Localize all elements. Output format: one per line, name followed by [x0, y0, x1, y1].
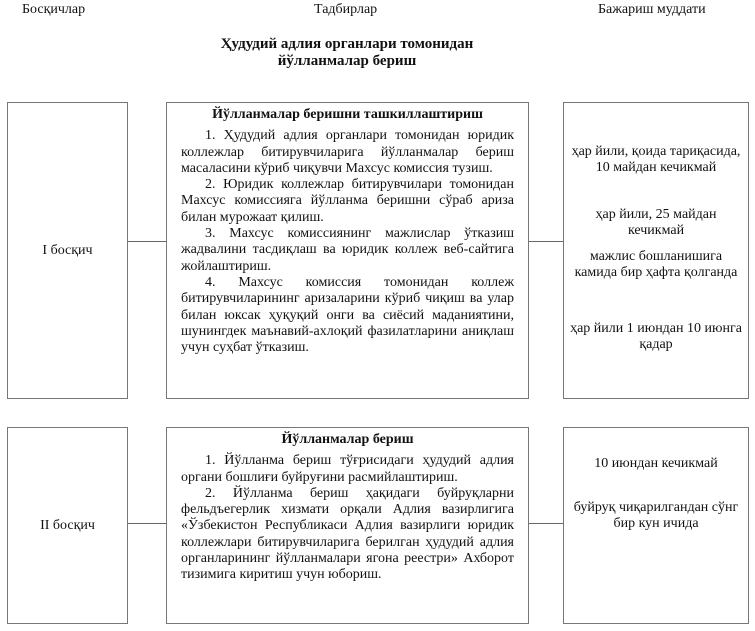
diagram-title — [166, 36, 528, 70]
deadlines-box-1 — [563, 102, 749, 399]
activities-box-1 — [166, 102, 529, 399]
activities-heading-1: Йўлланмалар беришни ташкиллаштириш — [212, 107, 483, 122]
stage-label-1: I босқич — [42, 242, 93, 258]
activity-item: 2. Юридик коллежлар битирувчилари томонидан Махсус комиссияга йўлланма беришни сўраб ариза билан мурожаат қилиш. — [181, 177, 514, 225]
deadline-item: буйруқ чиқарилгандан сўнг бир кун ичида — [573, 500, 739, 531]
deadline-item: ҳар йили 1 июндан 10 июнга қадар — [570, 321, 742, 352]
connector-line — [128, 523, 166, 524]
activities-heading-2: Йўлланмалар бериш — [281, 432, 414, 447]
activity-item: 1. Ҳудудий адлия органлари томонидан юридик коллежлар битирувчиларига йўлланмалар бериш масаласини кўриб чиқувчи Махсус комиссия тузиш. — [181, 128, 514, 176]
deadline-item: мажлис бошланишига камида бир ҳафта қолганда — [574, 249, 738, 280]
activity-item: 2. Йўлланма бериш ҳақидаги буйруқларни фельдъегерлик хизмати орқали Адлия вазирлигига «Ўзбекистон Республикаси Адлия вазирлиги юридик коллежлари битирувчиларига берилган ҳудудий адлия органларининг йўлланмалари ягона реестри» Ахборот тизимига киритиш учун юбориш. — [181, 485, 514, 583]
header-stages: Босқичлар — [22, 2, 86, 17]
deadline-item: ҳар йили, 25 майдан кечикмай — [595, 207, 717, 238]
activity-item: 1. Йўлланма бериш тўғрисидаги ҳудудий адлия органи бошлиғи буйруғини расмийлаштириш. — [181, 453, 514, 485]
activities-box-2 — [166, 427, 529, 624]
deadlines-box-2 — [563, 427, 749, 624]
activity-item: 3. Махсус комиссиянинг мажлислар ўтказиш жадвалини тасдиқлаш ва юридик коллеж веб-сайтига жойлаштириш. — [181, 226, 514, 274]
deadline-item: 10 июндан кечикмай — [594, 456, 718, 471]
connector-line — [128, 241, 166, 242]
stage-box-2 — [7, 427, 128, 624]
deadline-item: ҳар йили, қоида тариқасида, 10 майдан кечикмай — [571, 144, 741, 175]
activity-item: 4. Махсус комиссия томонидан коллеж битирувчиларининг аризаларини кўриб чиқиш ва улар билан юксак ҳуқуқий онги ва сиёсий маданиятини, шунингдек маънавий-ахлоқий фазилатларини аниқлаш учун суҳбат ўтказиш. — [181, 274, 514, 356]
connector-line — [529, 523, 563, 524]
title-line-2: йўлланмалар бериш — [277, 53, 417, 69]
header-activities: Тадбирлар — [314, 2, 378, 17]
stage-box-1 — [7, 102, 128, 399]
stage-label-2: II босқич — [40, 517, 95, 533]
title-line-1: Ҳудудий адлия органлари томонидан — [220, 36, 474, 52]
header-deadlines: Бажариш муддати — [598, 2, 706, 17]
connector-line — [529, 241, 563, 242]
